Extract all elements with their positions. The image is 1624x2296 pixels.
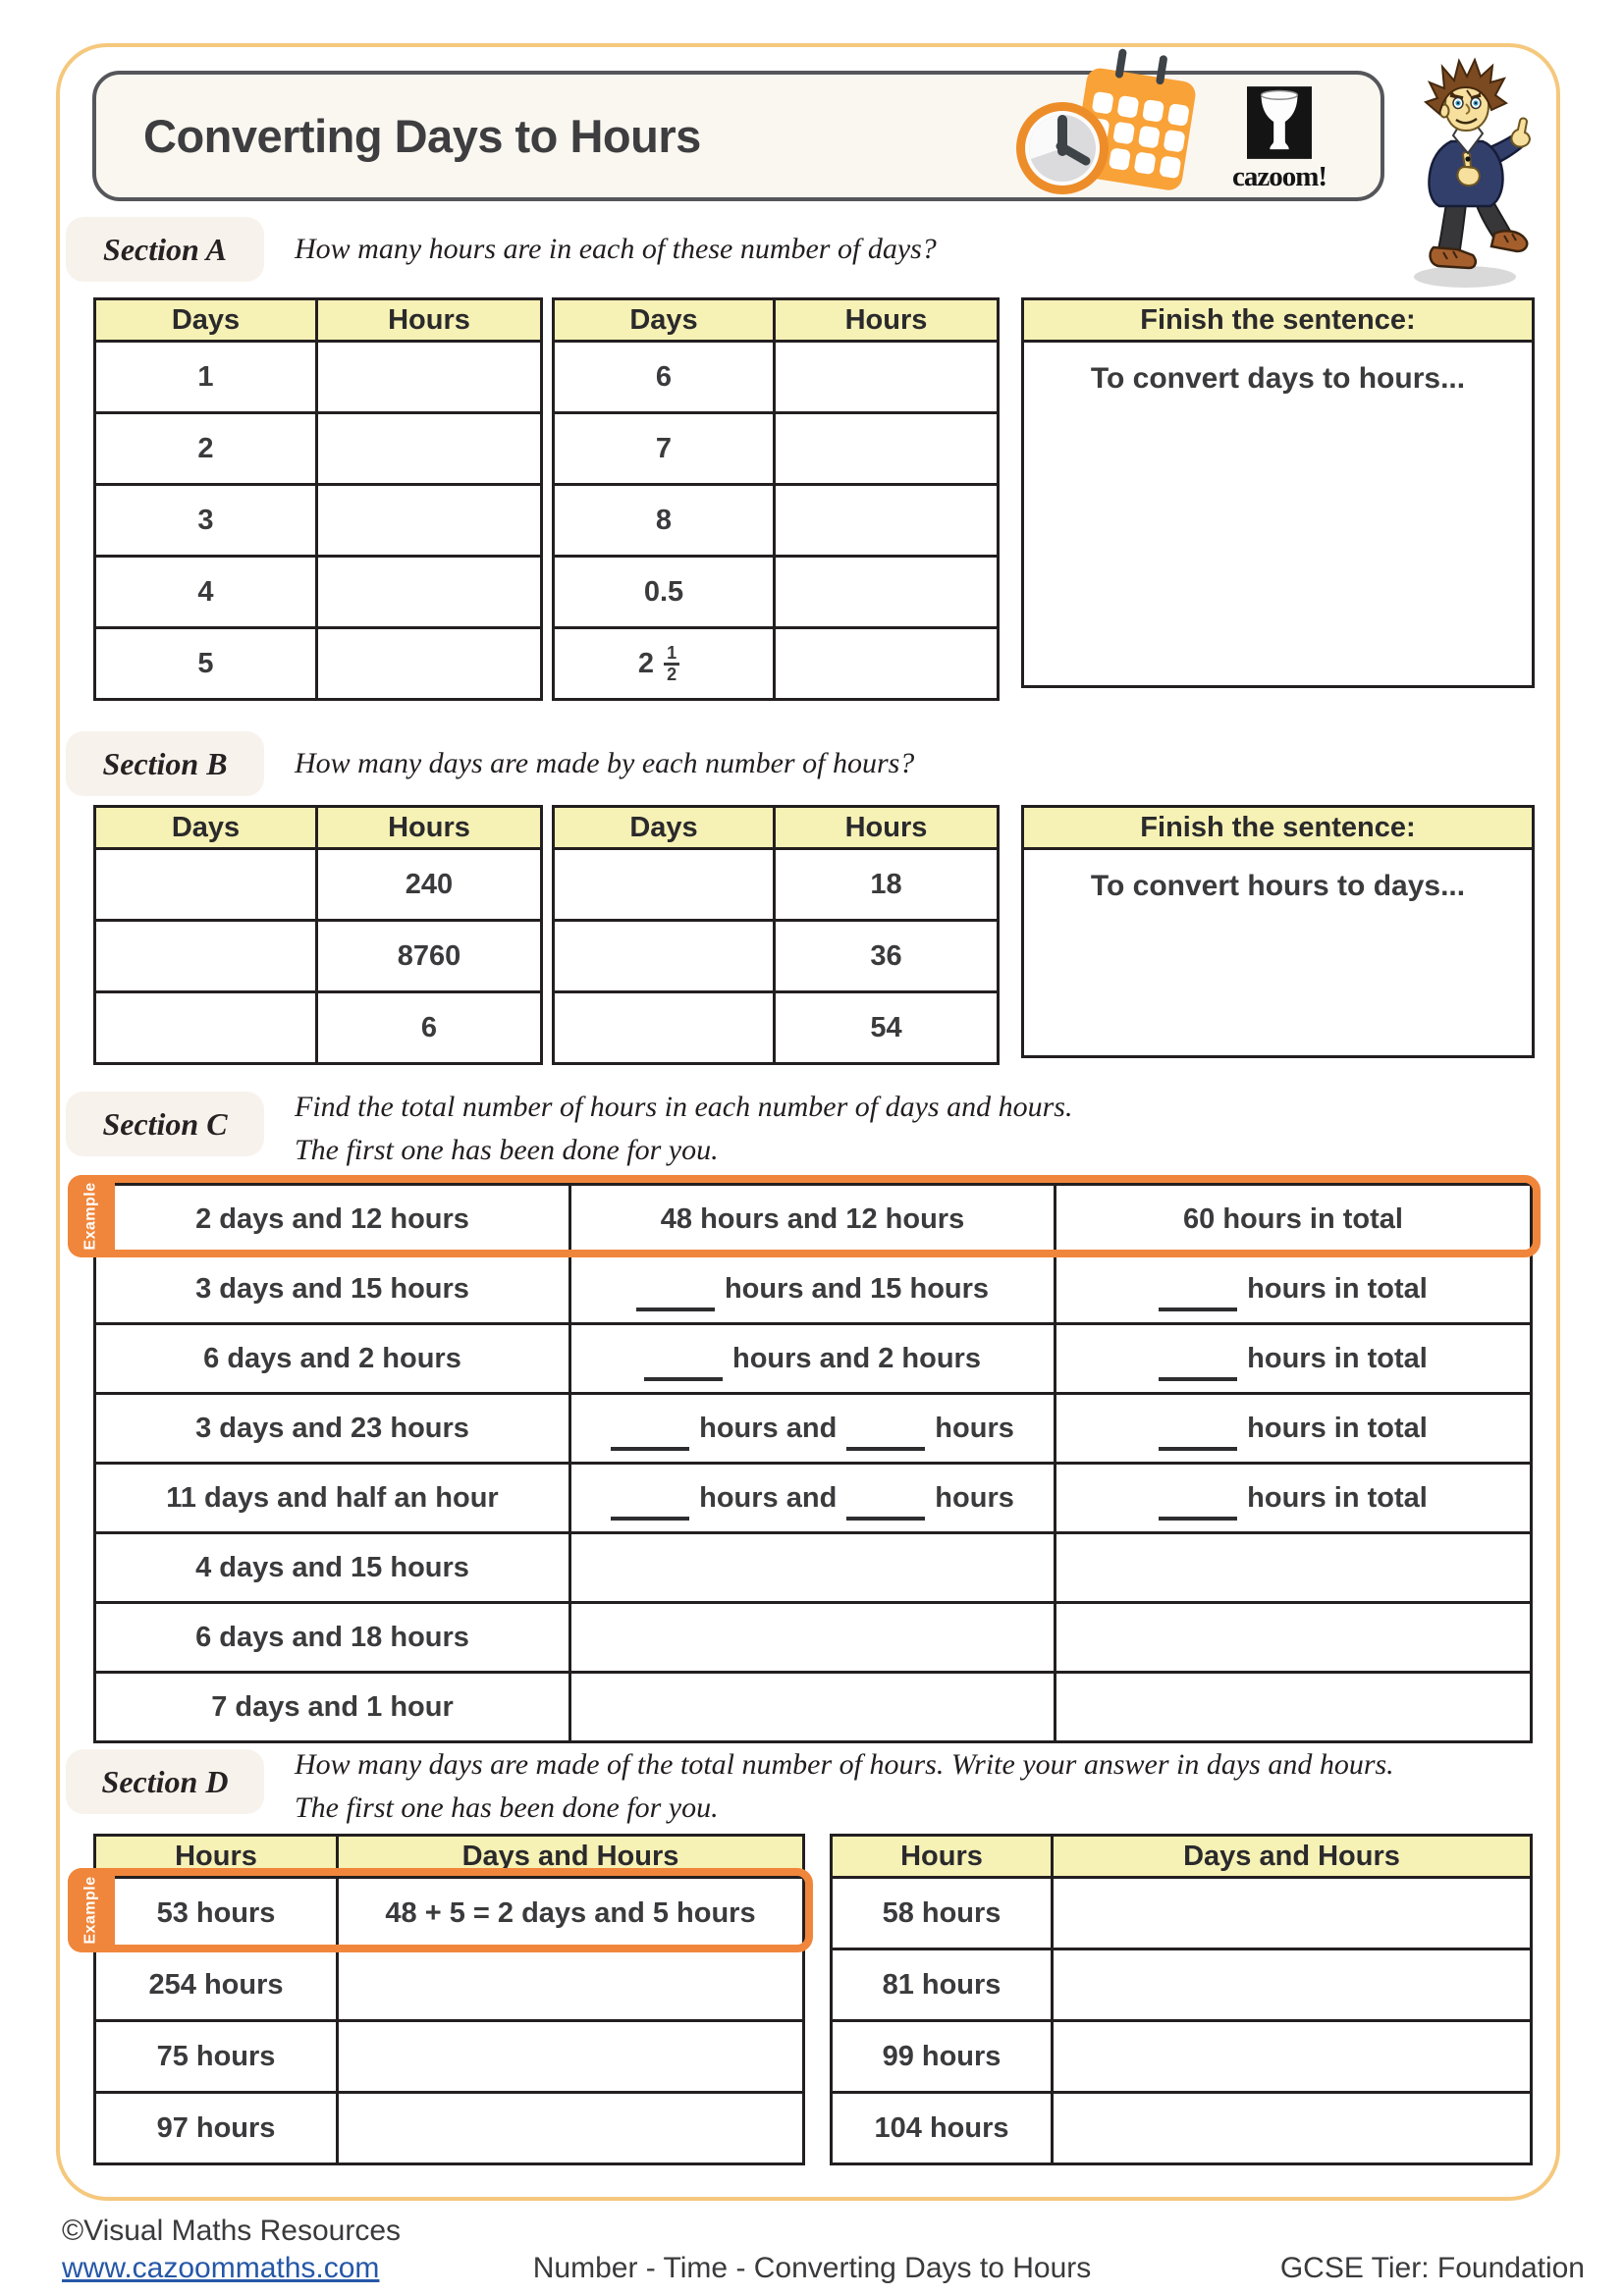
section-a-table-2 — [552, 297, 1000, 701]
table-cell — [555, 486, 776, 555]
table-cell — [96, 1395, 571, 1462]
table-row — [96, 343, 540, 414]
table-cell — [833, 2022, 1054, 2091]
footer-website-link[interactable]: www.cazoommaths.com — [62, 2252, 380, 2284]
cell-text: 3 days and 23 hours — [195, 1412, 469, 1444]
column-header: Hours — [844, 811, 928, 843]
section-c-table — [93, 1183, 1533, 1743]
cell-text: 6 — [420, 1011, 438, 1043]
cell-text: 254 hours — [148, 1968, 284, 2001]
footer-copyright: ©Visual Maths Resources — [62, 2215, 402, 2247]
section-b-finish-box — [1021, 805, 1535, 1058]
table-row — [96, 2022, 802, 2094]
cell-text: hours and 15 hours — [724, 1272, 990, 1305]
cell-text: 18 — [870, 868, 902, 900]
table-cell — [96, 1255, 571, 1322]
answer-cell[interactable] — [318, 629, 540, 698]
table-cell — [833, 1950, 1054, 2019]
answer-cell[interactable] — [776, 558, 997, 626]
column-header: Days — [555, 808, 776, 847]
answer-cell[interactable] — [1056, 1604, 1530, 1671]
answer-blank[interactable] — [611, 1495, 689, 1521]
column-header: Days and Hours — [461, 1840, 679, 1872]
answer-blank[interactable] — [846, 1425, 925, 1451]
section-b-table-1 — [93, 805, 543, 1065]
table-row — [96, 629, 540, 698]
cell-text: 0.5 — [643, 575, 684, 608]
section-d-table-left — [93, 1834, 805, 2165]
table-row — [555, 343, 997, 414]
table-row — [96, 1255, 1530, 1325]
cazoom-logo — [1210, 86, 1349, 193]
table-cell — [833, 1879, 1054, 1948]
table-row — [96, 2094, 802, 2163]
cell-text: 6 — [655, 360, 673, 393]
example-label: Example — [82, 1182, 99, 1251]
column-header: Days — [555, 300, 776, 340]
cell-text: 3 — [197, 504, 214, 536]
answer-cell[interactable] — [1054, 1879, 1530, 1948]
cell-text: 60 hours in total — [1183, 1202, 1403, 1235]
table-row — [555, 850, 997, 922]
answer-blank[interactable] — [1159, 1495, 1237, 1521]
table-cell — [318, 922, 540, 990]
cell-text: 99 hours — [882, 2040, 1001, 2072]
table-cell — [571, 1325, 1056, 1392]
mascot-character-icon — [1394, 51, 1551, 294]
cell-text: hours in total — [1247, 1412, 1428, 1444]
table-cell — [96, 1879, 339, 1948]
answer-blank[interactable] — [644, 1356, 723, 1381]
cell-text: 53 hours — [156, 1896, 276, 1929]
table-row — [96, 1604, 1530, 1674]
table-cell — [96, 1465, 571, 1531]
finish-sentence-header: Finish the sentence: — [1024, 808, 1532, 850]
section-d-label: Section D — [66, 1749, 264, 1814]
table-cell — [318, 850, 540, 919]
cell-text: 1 — [197, 360, 214, 393]
table-cell — [96, 2022, 339, 2091]
example-tab — [68, 1868, 115, 1952]
section-d-question — [295, 1743, 1394, 1830]
cell-text: 3 days and 15 hours — [195, 1272, 469, 1305]
column-header: Days and Hours — [1183, 1840, 1400, 1872]
cell-text: 7 — [655, 432, 673, 464]
table-cell — [776, 922, 997, 990]
table-row — [833, 1950, 1530, 2022]
column-header: Days — [96, 300, 318, 340]
cell-text: 81 hours — [882, 1968, 1001, 2001]
section-b-question: How many days are made by each number of hours? — [295, 747, 915, 779]
table-row — [96, 1534, 1530, 1604]
cell-text: hours and — [699, 1481, 838, 1514]
answer-cell[interactable] — [555, 922, 776, 990]
table-cell — [96, 1325, 571, 1392]
table-row — [555, 629, 997, 698]
answer-cell[interactable] — [776, 343, 997, 411]
cazoom-logo-icon — [1247, 86, 1312, 159]
column-header: Hours — [96, 1837, 339, 1876]
table-row — [96, 1674, 1530, 1740]
section-d-table-right — [830, 1834, 1533, 2165]
table-cell — [571, 1186, 1056, 1253]
table-cell — [1056, 1395, 1530, 1462]
answer-cell[interactable] — [1054, 1950, 1530, 2019]
table-cell — [1056, 1255, 1530, 1322]
page-title: Converting Days to Hours — [143, 110, 701, 162]
cell-text: 6 days and 18 hours — [195, 1621, 469, 1653]
cell-text: 2 days and 12 hours — [195, 1202, 469, 1235]
cell-text: hours — [935, 1412, 1014, 1444]
table-row — [833, 2094, 1530, 2163]
table-cell — [96, 1534, 571, 1601]
example-label: Example — [82, 1876, 99, 1945]
clock-calendar-icon — [1009, 47, 1211, 209]
section-a-label: Section A — [66, 217, 264, 282]
table-cell — [571, 1255, 1056, 1322]
table-cell — [555, 558, 776, 626]
section-c-question-line2: The first one has been done for you. — [295, 1134, 719, 1166]
table-cell — [555, 414, 776, 483]
section-d-question-line1: How many days are made of the total number of hours. Write your answer in days and hours. — [295, 1748, 1394, 1781]
table-cell — [555, 343, 776, 411]
answer-cell[interactable] — [96, 850, 318, 919]
table-cell — [776, 850, 997, 919]
answer-cell[interactable] — [96, 922, 318, 990]
answer-cell[interactable] — [318, 486, 540, 555]
table-cell — [96, 1674, 571, 1740]
table-cell — [776, 993, 997, 1062]
answer-cell[interactable] — [776, 486, 997, 555]
section-a-table-1 — [93, 297, 543, 701]
cell-text: hours in total — [1247, 1272, 1428, 1305]
cell-text: 48 + 5 = 2 days and 5 hours — [385, 1896, 756, 1929]
answer-blank[interactable] — [846, 1495, 925, 1521]
cell-text: hours in total — [1247, 1342, 1428, 1374]
table-cell — [96, 1604, 571, 1671]
table-row — [96, 558, 540, 629]
column-header: Hours — [388, 303, 470, 336]
table-row — [96, 922, 540, 993]
cell-text: 58 hours — [882, 1896, 1001, 1929]
table-row — [555, 993, 997, 1062]
column-header: Days — [96, 808, 318, 847]
table-row — [96, 1879, 802, 1950]
example-tab — [68, 1175, 115, 1257]
answer-cell[interactable] — [555, 993, 776, 1062]
table-row — [96, 414, 540, 486]
answer-cell[interactable] — [776, 629, 997, 698]
table-row — [96, 993, 540, 1062]
table-cell — [96, 558, 318, 626]
answer-blank[interactable] — [611, 1425, 689, 1451]
section-d-question-line2: The first one has been done for you. — [295, 1791, 719, 1824]
cell-text: 2 — [197, 432, 214, 464]
cell-text: 7 days and 1 hour — [211, 1690, 454, 1723]
table-cell — [318, 993, 540, 1062]
answer-cell[interactable] — [571, 1674, 1056, 1740]
finish-sentence-text[interactable]: To convert days to hours... — [1090, 362, 1466, 395]
cell-text: 8760 — [397, 939, 461, 972]
answer-blank[interactable] — [1159, 1425, 1237, 1451]
table-cell — [833, 2094, 1054, 2163]
section-b-label: Section B — [66, 731, 264, 796]
cell-text: 4 days and 15 hours — [195, 1551, 469, 1583]
cell-text: hours in total — [1247, 1481, 1428, 1514]
table-cell — [571, 1465, 1056, 1531]
table-cell — [96, 629, 318, 698]
answer-cell[interactable] — [339, 2094, 802, 2163]
cell-text: hours — [935, 1481, 1014, 1514]
section-a-finish-box — [1021, 297, 1535, 688]
table-cell — [96, 1950, 339, 2019]
answer-cell[interactable] — [571, 1534, 1056, 1601]
mixed-number: 2 $\frac{1}{2}$ — [638, 644, 689, 684]
finish-sentence-header: Finish the sentence: — [1024, 300, 1532, 343]
answer-blank[interactable] — [636, 1286, 715, 1311]
table-cell — [1056, 1465, 1530, 1531]
table-row — [96, 1465, 1530, 1534]
footer-topic: Number - Time - Converting Days to Hours — [532, 2252, 1092, 2284]
table-row — [555, 558, 997, 629]
table-row — [96, 1395, 1530, 1465]
table-cell — [96, 2094, 339, 2163]
section-b-table-2 — [552, 805, 1000, 1065]
answer-cell[interactable] — [571, 1604, 1056, 1671]
column-header: Hours — [388, 811, 470, 843]
table-cell — [339, 1879, 802, 1948]
table-row — [96, 1950, 802, 2022]
cell-text: 97 hours — [156, 2111, 276, 2144]
table-cell — [571, 1395, 1056, 1462]
table-cell — [555, 629, 776, 698]
answer-cell[interactable] — [318, 414, 540, 483]
table-row — [96, 850, 540, 922]
answer-cell[interactable] — [339, 2022, 802, 2091]
table-cell — [96, 343, 318, 411]
cell-text: 6 days and 2 hours — [203, 1342, 461, 1374]
table-row — [96, 1186, 1530, 1255]
cell-text: 75 hours — [156, 2040, 276, 2072]
table-row — [555, 922, 997, 993]
section-a-question: How many hours are in each of these number of days? — [295, 233, 937, 265]
cell-text: 5 — [197, 647, 214, 679]
answer-cell[interactable] — [1056, 1534, 1530, 1601]
cell-text: 36 — [870, 939, 902, 972]
answer-cell[interactable] — [555, 850, 776, 919]
cell-text: 240 — [405, 868, 454, 900]
table-cell — [96, 414, 318, 483]
table-row — [833, 1879, 1530, 1950]
table-row — [96, 1325, 1530, 1395]
cell-text: 48 hours and 12 hours — [660, 1202, 965, 1235]
table-cell — [96, 1186, 571, 1253]
answer-blank[interactable] — [1159, 1286, 1237, 1311]
answer-blank[interactable] — [1159, 1356, 1237, 1381]
column-header: Hours — [844, 303, 928, 336]
table-row — [555, 486, 997, 558]
cell-text: 54 — [870, 1011, 902, 1043]
section-c-label: Section C — [66, 1092, 264, 1156]
answer-cell[interactable] — [776, 414, 997, 483]
cell-text: hours and — [699, 1412, 838, 1444]
cell-text: 8 — [655, 504, 673, 536]
section-c-question-line1: Find the total number of hours in each number of days and hours. — [295, 1091, 1073, 1123]
answer-cell[interactable] — [96, 993, 318, 1062]
answer-cell[interactable] — [1054, 2094, 1530, 2163]
footer-tier: GCSE Tier: Foundation — [1279, 2252, 1585, 2284]
table-cell — [1056, 1325, 1530, 1392]
cell-text: 11 days and half an hour — [166, 1481, 499, 1514]
table-row — [833, 2022, 1530, 2094]
cell-text: 4 — [197, 575, 214, 608]
section-c-question — [295, 1086, 1072, 1172]
cell-text: hours and 2 hours — [732, 1342, 981, 1374]
answer-cell[interactable] — [318, 343, 540, 411]
cazoom-logo-text: cazoom! — [1231, 161, 1327, 192]
table-row — [96, 486, 540, 558]
cell-text: 104 hours — [874, 2111, 1009, 2144]
finish-sentence-text[interactable]: To convert hours to days... — [1090, 870, 1466, 902]
answer-cell[interactable] — [318, 558, 540, 626]
answer-cell[interactable] — [1056, 1674, 1530, 1740]
table-cell — [1056, 1186, 1530, 1253]
table-cell — [96, 486, 318, 555]
column-header: Hours — [833, 1837, 1054, 1876]
answer-cell[interactable] — [339, 1950, 802, 2019]
answer-cell[interactable] — [1054, 2022, 1530, 2091]
table-row — [555, 414, 997, 486]
